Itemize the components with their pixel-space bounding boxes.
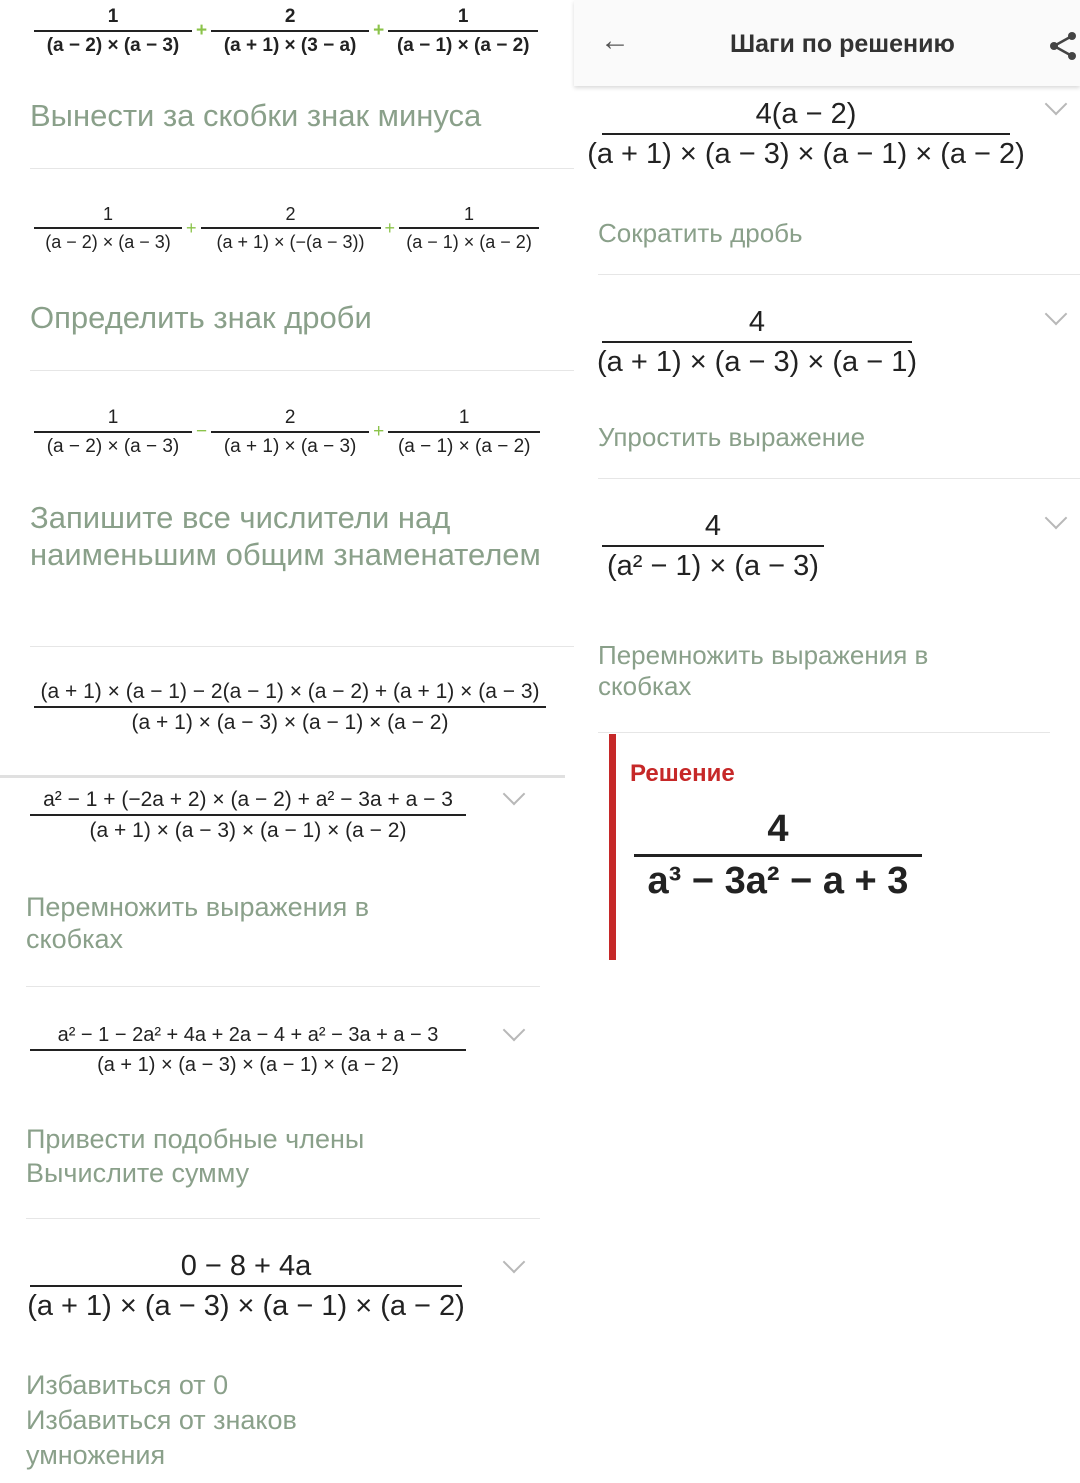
step3-expression [34,407,540,458]
operator: + [196,20,208,42]
right-step2-description: Упростить выражение [598,422,866,452]
step6-description-2: Вычислите сумму [26,1158,250,1188]
denominator: (a + 1) × (3 − a) [223,34,357,56]
numerator: 1 [464,204,475,224]
divider [26,1218,540,1219]
step1-expression [34,6,538,57]
right-step2-expression [597,306,917,380]
operator: + [384,217,396,238]
numerator: 1 [458,407,470,428]
fraction [388,407,540,458]
arrow-left-icon[interactable]: ← [600,24,630,57]
divider [598,274,1080,275]
step7-description-1: Избавиться от 0 [26,1370,229,1400]
numerator: a² − 1 + (−2a + 2) × (a − 2) + a² − 3a + a − 3 [43,788,453,811]
numerator: 4 [704,510,722,542]
denominator: (a + 1) × (a − 3) × (a − 1) [597,346,917,379]
step4-expression [34,680,546,735]
numerator: a² − 1 − 2a² + 4a + 2a − 4 + a² − 3a + a − 3 [57,1024,439,1046]
denominator: (a − 1) × (a − 2) [396,34,530,56]
denominator: (a + 1) × (a − 3) [223,435,357,457]
denominator: (a² − 1) × (a − 3) [607,550,819,583]
denominator: (a + 1) × (−(a − 3)) [216,231,365,252]
numerator: 4 [767,808,789,850]
chevron-down-icon[interactable] [1045,507,1068,530]
denominator: (a − 2) × (a − 3) [46,435,180,457]
denominator: (a − 1) × (a − 2) [406,231,532,252]
right-step3-description: Перемножить выражения в скобках [598,640,929,701]
step6-description-1: Привести подобные члены [26,1124,365,1154]
fraction [388,6,538,57]
fraction [211,407,369,458]
denominator: (a + 1) × (a − 3) × (a − 1) × (a − 2) [97,1054,399,1076]
denominator: (a + 1) × (a − 3) × (a − 1) × (a − 2) [27,1290,465,1323]
numerator: 2 [284,6,296,27]
divider [598,478,1080,479]
divider [30,370,574,371]
fraction [399,204,539,252]
step2-description: Определить знак дроби [30,300,372,335]
operator: + [373,421,385,443]
step2-expression [34,204,539,252]
fraction [211,6,369,57]
divider [30,646,574,647]
numerator: 1 [107,6,119,27]
fraction [201,204,381,252]
divider [26,986,540,987]
step7-expression [27,1250,465,1324]
operator: + [186,217,197,238]
operator: + [373,20,385,42]
chevron-down-icon[interactable] [1045,303,1068,326]
chevron-down-icon[interactable] [503,783,526,806]
step6-expression [30,1024,466,1077]
right-step3-expression [602,510,824,584]
solution-label: Решение [630,760,735,787]
denominator: (a + 1) × (a − 3) × (a − 1) × (a − 2) [587,138,1025,171]
denominator: (a + 1) × (a − 3) × (a − 1) × (a − 2) [131,711,449,735]
chevron-down-icon[interactable] [503,1251,526,1274]
divider [598,732,1050,733]
denominator: (a − 1) × (a − 2) [397,435,531,457]
denominator: (a + 1) × (a − 3) × (a − 1) × (a − 2) [89,819,407,843]
solution-expression [634,808,922,903]
numerator: 1 [107,407,119,428]
numerator: 0 − 8 + 4a [180,1250,312,1282]
step7-description-3: умножения [26,1440,166,1470]
operator: − [196,421,208,443]
right-step1-description: Сократить дробь [598,218,803,248]
step3-description: Запишите все числители над наименьшим общим знаменателем [30,500,541,572]
app-header [574,0,1080,86]
step5-expression [30,788,466,843]
numerator: 1 [457,6,469,27]
denominator: a³ − 3a² − a + 3 [647,859,909,902]
divider [30,168,574,169]
step7-description-2: Избавиться от знаков [26,1405,297,1435]
right-step1-expression [587,98,1025,172]
chevron-down-icon[interactable] [503,1019,526,1042]
chevron-down-icon[interactable] [1045,93,1068,116]
numerator: 4 [748,306,766,338]
denominator: (a − 2) × (a − 3) [45,231,171,252]
step1-description: Вынести за скобки знак минуса [30,98,482,133]
solution-accent-bar [609,734,616,960]
numerator: 1 [102,204,113,224]
numerator: 2 [284,407,296,428]
fraction [34,407,192,458]
header-title: Шаги по решению [730,30,955,58]
section-divider [0,775,565,778]
numerator: 2 [285,204,296,224]
numerator: (a + 1) × (a − 1) − 2(a − 1) × (a − 2) + (a + 1) × (a − 3) [40,680,540,703]
fraction [34,204,182,252]
numerator: 4(a − 2) [755,98,857,130]
share-icon[interactable] [1048,30,1080,62]
step5-description: Перемножить выражения в скобках [26,892,370,954]
fraction [34,6,192,57]
denominator: (a − 2) × (a − 3) [46,34,180,56]
